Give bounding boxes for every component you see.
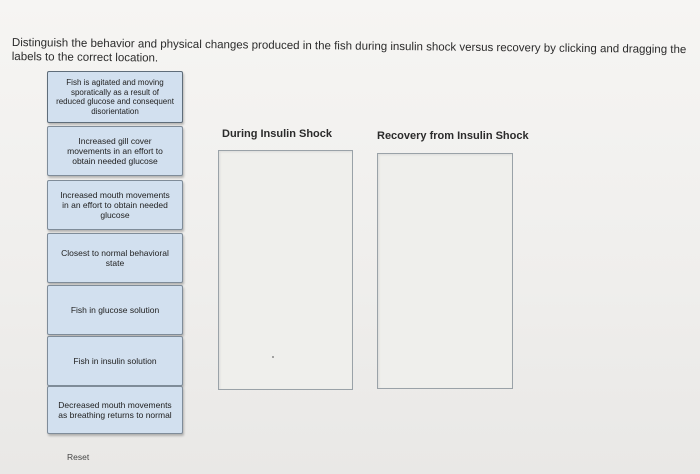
draggable-label-mouth-increase[interactable]: Increased mouth movements in an effort to obtain needed glucose [47,180,183,230]
draggable-label-mouth-decrease[interactable]: Decreased mouth movements as breathing returns to normal [47,386,183,434]
draggable-label-insulin-solution[interactable]: Fish in insulin solution [47,336,183,386]
drop-zone-dot [272,356,274,358]
during-insulin-shock-header: During Insulin Shock [222,128,333,140]
instructions-text: Distinguish the behavior and physical changes produced in the fish during insulin shock versus recovery by clicking and dragging the labels to the correct location. [11,36,687,65]
draggable-label-normal-state[interactable]: Closest to normal behavioral state [47,233,183,283]
draggable-label-glucose-solution[interactable]: Fish in glucose solution [47,285,183,335]
recovery-drop-zone[interactable] [377,153,513,389]
reset-button[interactable]: Reset [67,452,90,462]
recovery-header: Recovery from Insulin Shock [377,130,529,142]
draggable-label-agitated[interactable]: Fish is agitated and moving sporatically as a result of reduced glucose and consequent disorientation [47,71,183,123]
during-insulin-shock-drop-zone[interactable] [218,150,353,390]
draggable-label-gill-cover[interactable]: Increased gill cover movements in an effort to obtain needed glucose [47,126,183,176]
